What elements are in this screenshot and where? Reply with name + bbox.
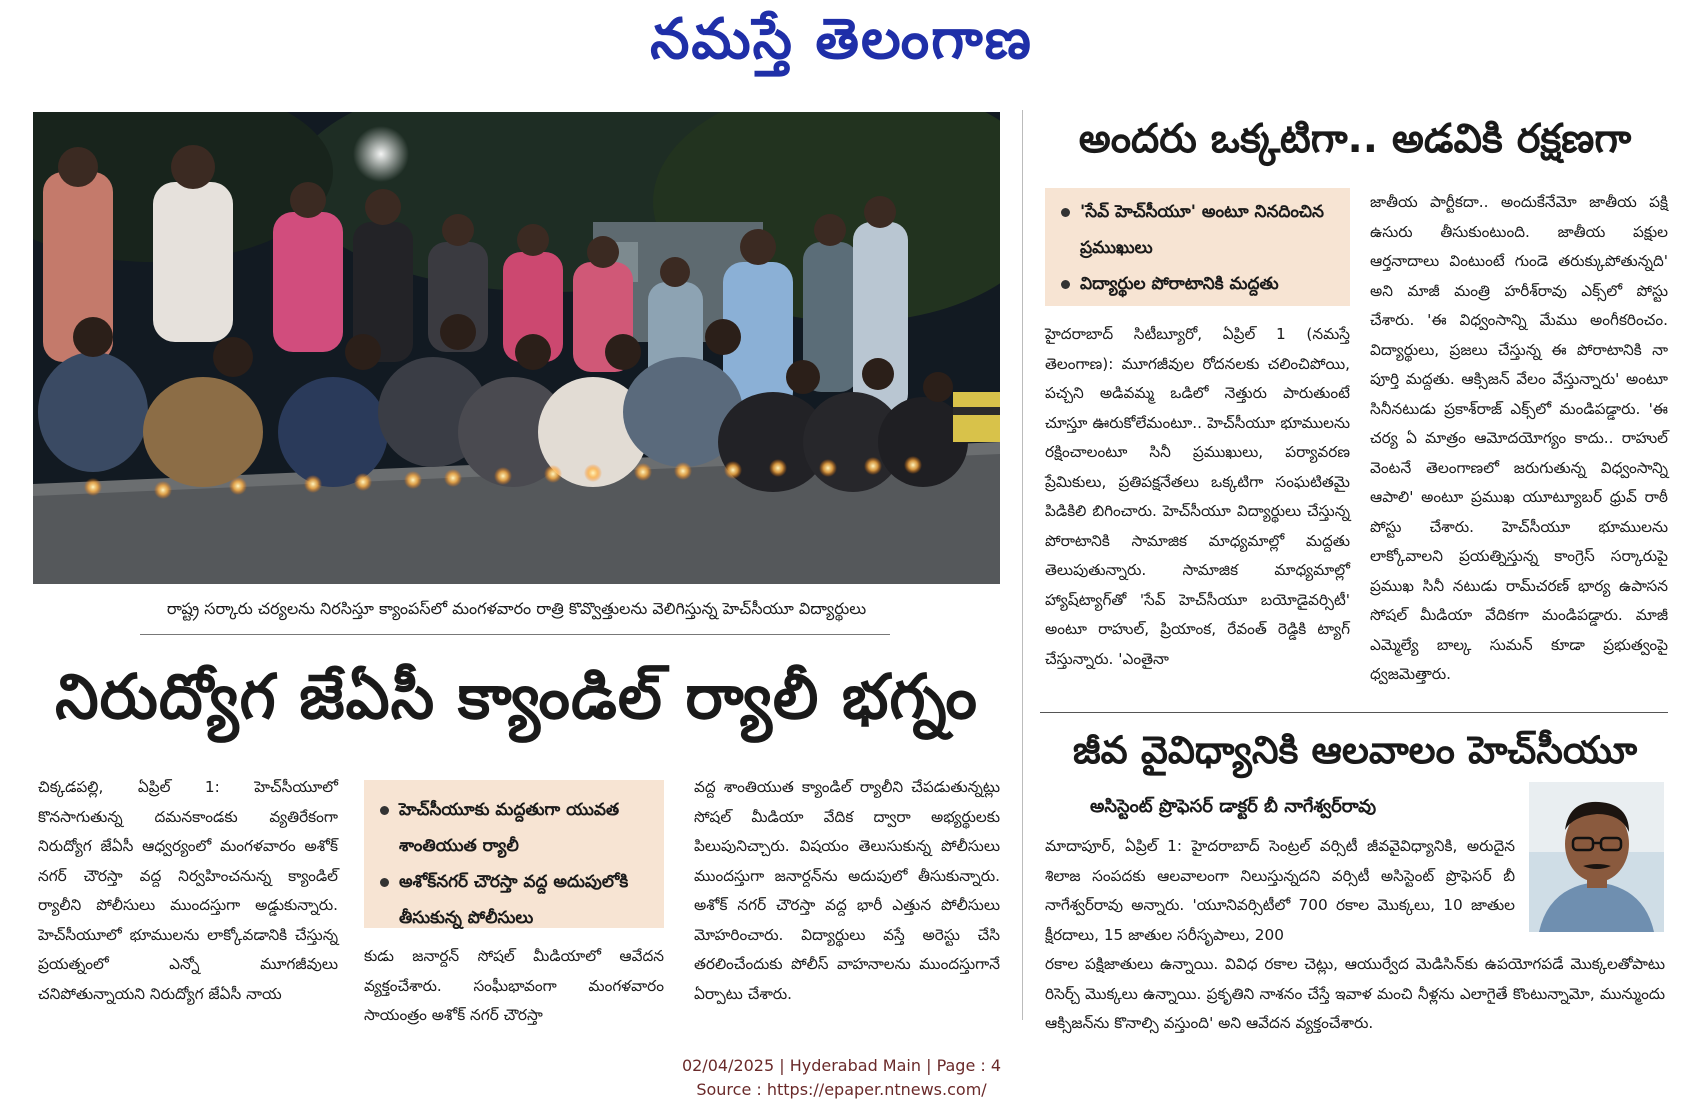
photo-caption: రాష్ట్ర సర్కారు చర్యలను నిరసిస్తూ క్యాంపస్‌లో మంగళవారం రాత్రి కొవ్వొత్తులను వెలిగిస్తున్న హెచ్‌సీయూ విద్యార్థులు — [166, 599, 867, 618]
highlight-text: విద్యార్థుల పోరాటానికి మద్దతు — [1080, 274, 1279, 294]
professor-portrait — [1529, 782, 1664, 932]
headline-candle-rally: నిరుద్యోగ జేఏసీ క్యాండిల్ ర్యాలీ భగ్నం — [55, 660, 978, 733]
highlight-text: హెచ్‌సీయూకు మద్దతుగా యువత శాంతియుత ర్యాలీ — [399, 800, 620, 856]
highlight-text: 'సేవ్ హెచ్‌సీయూ' అంటూ నినదించిన ప్రముఖులు — [1080, 202, 1324, 258]
bottom-story-narrow-paragraph: మాదాపూర్, ఏప్రిల్ 1: హైదరాబాద్ సెంట్రల్ వర్సిటీ జీవవైవిధ్యానికి, అరుదైన శిలాజ సంపదకు ఆలవాలంగా నిలుస్తున్నదని వర్సిటీ అసిస్టెంట్ ప్రొఫెసర్ బీ నాగేశ్వర్‌రావు అన్నారు. 'యూనివర్సిటీలో 700 రకాల మొక్కలు, 10 జాతుల క్షీరదాలు, 15 జాతుల సరీసృపాలు, 200 — [1045, 837, 1515, 944]
bottom-story-wide-paragraph: రకాల పక్షిజాతులు ఉన్నాయి. వివిధ రకాల చెట్లు, ఆయుర్వేద మెడిసిన్‌కు ఉపయోగపడే మొక్కలతోపాటు రిసెర్చ్ మొక్కలు ఉన్నాయి. ప్రకృతిని నాశనం చేస్తే ఇవాళ మంచి నీళ్లను ఎలాగైతే కొంటున్నామో, మున్ముందు ఆక్సిజన్‌ను కొనాల్సి వస్తుంది' అని ఆవేదన వ్యక్తంచేశారు. — [1045, 955, 1665, 1032]
caption-divider — [140, 634, 890, 635]
bottom-story-narrow-text — [1045, 832, 1515, 950]
byline: అసిస్టెంట్ ప్రొఫెసర్ డాక్టర్ బీ నాగేశ్వర్‌రావు — [1090, 796, 1377, 817]
left-story-col1-text: చిక్కడపల్లి, ఏప్రిల్ 1: హెచ్‌సీయూలో కొనసాగుతున్న దమనకాండకు వ్యతిరేకంగా నిరుద్యోగ జేఏసీ ఆధ్వర్యంలో మంగళవారం అశోక్ నగర్ చౌరస్తా వద్ద నిర్వహించనున్న క్యాండిల్ ర్యాలీని పోలీసులు ముందస్తుగా అడ్డుకున్నారు. హెచ్‌సీయూలో భూములను లాక్కోవడానికి చేస్తున్న ప్రయత్నంలో ఎన్నో మూగజీవులు చనిపోతున్నాయని నిరుద్యోగ జేఏసీ నాయ — [38, 778, 338, 1003]
highlight-item — [1059, 266, 1336, 302]
bullet-icon — [1061, 208, 1070, 217]
bullet-icon — [380, 806, 389, 815]
right-story-highlights — [1045, 188, 1350, 306]
left-story-highlights — [364, 780, 664, 928]
right-story-col1-text: హైదరాబాద్ సిటీబ్యూరో, ఏప్రిల్ 1 (నమస్తే తెలంగాణ): మూగజీవుల రోదనలకు చలించిపోయి, పచ్చని అడివమ్మ ఒడిలో నెత్తురు పారుతుంటే చూస్తూ ఊరుకోలేమంటూ.. హెచ్‌సీయూ భూములను రక్షించాలంటూ సినీ ప్రముఖులు, పర్యావరణ ప్రేమికులు, ప్రతిపక్షనేతలు ఒక్కటిగా సంఘటితమై పిడికిలి బిగించారు. హెచ్‌సీయూ విద్యార్థులు చేస్తున్న పోరాటానికి సామాజిక మాధ్యమాల్లో మద్దతు తెలుపుతున్నారు. సామాజిక మాధ్యమాల్లో హ్యాష్‌ట్యాగ్‌తో 'సేవ్ హెచ్‌సీయూ బయోడైవర్సిటీ' అంటూ రాహుల్, ప్రియాంక, రేవంత్ రెడ్డికి ట్యాగ్ చేస్తున్నారు. 'ఎంతైనా — [1045, 325, 1350, 668]
footer-source-link[interactable]: Source : https://epaper.ntnews.com/ — [696, 1080, 987, 1099]
candle-vigil-photo — [33, 112, 1000, 584]
right-story-col2-text: జాతీయ పార్టీకదా.. అందుకేనేమో జాతీయ పక్షి ఉసురు తీసుకుంటుంది. జాతీయ పక్షుల ఆర్తనాదాలు వింటుంటే గుండె తరుక్కుపోతున్నది' అని మాజీ మంత్రి హరీశ్‌రావు ఎక్స్‌లో పోస్టు చేశారు. 'ఈ విధ్వంసాన్ని మేము అంగీకరించం. విద్యార్థులు, ప్రజలు చేస్తున్న ఈ పోరాటానికి నా పూర్తి మద్దతు. ఆక్సిజన్ వేలం వేస్తున్నారు' అంటూ సినీనటుడు ప్రకాశ్‌రాజ్ ఎక్స్‌లో మండిపడ్డారు. 'ఈ చర్య ఏ మాత్రం ఆమోదయోగ్యం కాదు.. రాహుల్ వెంటనే తెలంగాణలో జరుగుతున్న విధ్వంసాన్ని ఆపాలి' అంటూ ప్రముఖ యూట్యూబర్ ధ్రువ్ రాఠీ పోస్టు చేశారు. హెచ్‌సీయూ భూములను లాక్కోవాలని ప్రయత్నిస్తున్న కాంగ్రెస్ సర్కారుపై ప్రముఖ సినీ నటుడు రామ్‌చరణ్ భార్య ఉపాసన సోషల్ మీడియా వేదికగా మండిపడ్డారు. మాజీ ఎమ్మెల్యే బాల్క సుమన్ కూడా ప్రభుత్వంపై ధ్వజమెత్తారు. — [1370, 193, 1668, 683]
highlight-item — [1059, 194, 1336, 266]
section-divider — [1040, 712, 1668, 713]
highlight-text: అశోక్‌నగర్ చౌరస్తా వద్ద అదుపులోకి తీసుకున్న పోలీసులు — [399, 872, 629, 928]
highlight-item — [378, 864, 650, 936]
bottom-story-wide-text — [1045, 950, 1665, 1039]
masthead-logo: నమస్తే తెలంగాణ — [650, 6, 1033, 72]
footer-date-edition: 02/04/2025 | Hyderabad Main | Page : 4 — [681, 1056, 1002, 1075]
headline-biodiversity: జీవ వైవిధ్యానికి ఆలవాలం హెచ్‌సీయూ — [1072, 728, 1638, 772]
headline-save-forest: అందరు ఒక్కటిగా.. అడవికి రక్షణగా — [1078, 116, 1632, 162]
left-story-col3-text: వద్ద శాంతియుత క్యాండిల్ ర్యాలీని చేపడుతున్నట్లు సోషల్ మీడియా వేదిక ద్వారా అభ్యర్థులకు పిలుపునిచ్చారు. విషయం తెలుసుకున్న పోలీసులు ముందస్తుగా జనార్దన్‌ను అదుపులో తీసుకున్నారు. అశోక్ నగర్ చౌరస్తా వద్ద భారీ ఎత్తున పోలీసులు మోహరించారు. విద్యార్థులు వస్తే అరెస్టు చేసి తరలించేందుకు పోలీస్ వాహనాలను ముందస్తుగానే ఏర్పాటు చేశారు. — [694, 778, 1000, 1003]
left-story-col2 — [364, 942, 664, 1031]
left-story-col3 — [694, 773, 1000, 1009]
bullet-icon — [1061, 280, 1070, 289]
left-story-col2-text: కుడు జనార్దన్ సోషల్ మీడియాలో ఆవేదన వ్యక్తంచేశారు. సంఘీభావంగా మంగళవారం సాయంత్రం అశోక్ నగర్ చౌరస్తా — [364, 947, 664, 1024]
column-divider — [1022, 110, 1023, 1020]
right-story-col1 — [1045, 320, 1350, 674]
bullet-icon — [380, 878, 389, 887]
left-story-col1 — [38, 773, 338, 1009]
highlight-item — [378, 792, 650, 864]
right-story-col2 — [1370, 188, 1668, 690]
